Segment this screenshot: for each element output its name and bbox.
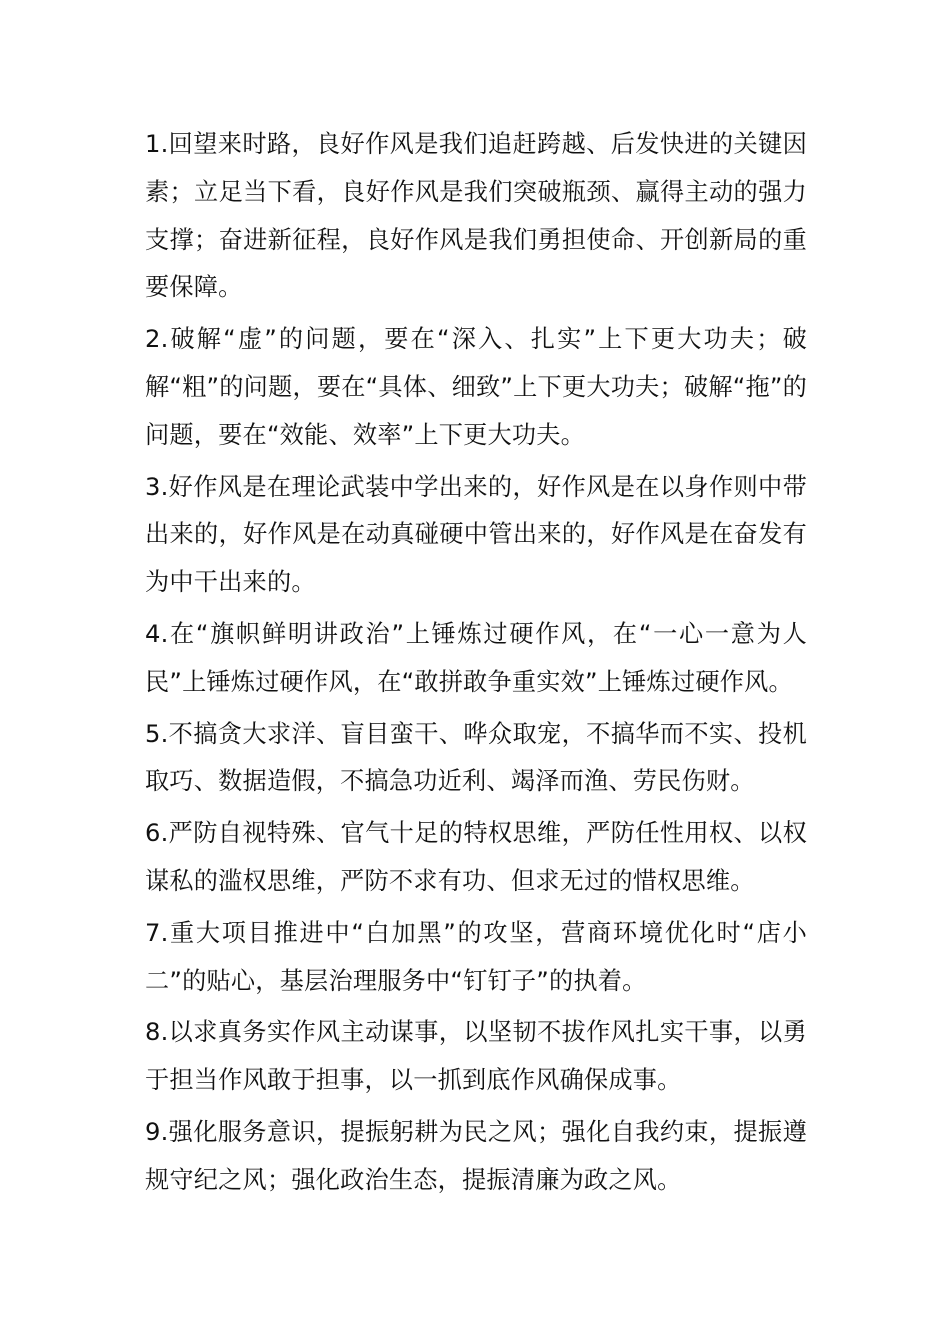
paragraph-3: 3.好作风是在理论武装中学出来的，好作风是在以身作则中带出来的，好作风是在动真碰硬中管出来的，好作风是在奋发有为中干出来的。 [145, 472, 807, 597]
paragraph-1: 1.回望来时路，良好作风是我们追赶跨越、后发快进的关键因素；立足当下看，良好作风是我们突破瓶颈、赢得主动的强力支撑；奋进新征程，良好作风是我们勇担使命、开创新局的重要保障。 [145, 130, 807, 302]
paragraph-4: 4.在“旗帜鲜明讲政治”上锤炼过硬作风，在“一心一意为人民”上锤炼过硬作风，在“敢拼敢争重实效”上锤炼过硬作风。 [145, 619, 807, 696]
paragraph-7: 7.重大项目推进中“白加黑”的攻坚，营商环境优化时“店小二”的贴心，基层治理服务中“钉钉子”的执着。 [145, 918, 807, 995]
paragraph-9: 9.强化服务意识，提振躬耕为民之风；强化自我约束，提振遵规守纪之风；强化政治生态，提振清廉为政之风。 [145, 1117, 807, 1194]
paragraph-6: 6.严防自视特殊、官气十足的特权思维，严防任性用权、以权谋私的滥权思维，严防不求有功、但求无过的惜权思维。 [145, 819, 807, 895]
paragraph-2: 2.破解“虚”的问题，要在“深入、扎实”上下更大功夫；破解“粗”的问题，要在“具体、细致”上下更大功夫；破解“拖”的问题，要在“效能、效率”上下更大功夫。 [145, 325, 807, 449]
document-body [145, 121, 807, 1209]
paragraph-8: 8.以求真务实作风主动谋事，以坚韧不拔作风扎实干事，以勇于担当作风敢于担事，以一抓到底作风确保成事。 [145, 1018, 807, 1095]
paragraph-5: 5.不搞贪大求洋、盲目蛮干、哗众取宠，不搞华而不实、投机取巧、数据造假，不搞急功近利、竭泽而渔、劳民伤财。 [145, 719, 807, 796]
